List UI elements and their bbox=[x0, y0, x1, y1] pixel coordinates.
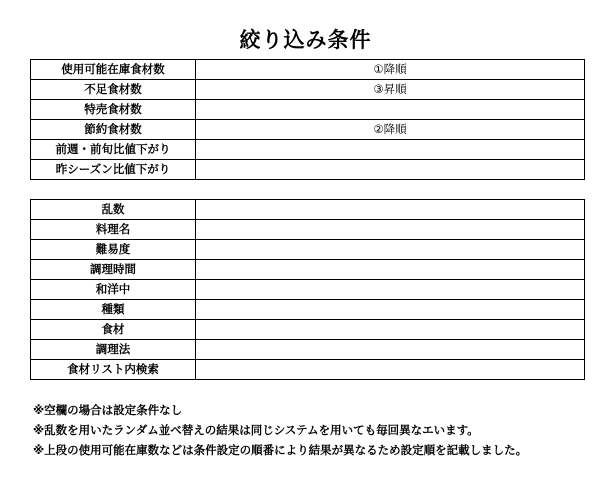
table-row bbox=[31, 200, 585, 220]
condition-value bbox=[196, 140, 585, 160]
table-row bbox=[31, 280, 585, 300]
condition-value bbox=[196, 240, 585, 260]
table-row bbox=[31, 80, 585, 100]
table-row bbox=[31, 240, 585, 260]
table-row bbox=[31, 360, 585, 380]
condition-value bbox=[196, 280, 585, 300]
condition-label: 特売食材数 bbox=[31, 100, 196, 120]
table-row bbox=[31, 340, 585, 360]
page-title: 絞り込み条件 bbox=[239, 28, 372, 52]
table-row bbox=[31, 260, 585, 280]
condition-value bbox=[196, 340, 585, 360]
table-row bbox=[31, 120, 585, 140]
condition-label: 難易度 bbox=[31, 240, 196, 260]
condition-label: 節約食材数 bbox=[31, 120, 196, 140]
table-row bbox=[31, 140, 585, 160]
condition-label: 調理時間 bbox=[31, 260, 196, 280]
condition-label: 種類 bbox=[31, 300, 196, 320]
condition-value bbox=[196, 100, 585, 120]
table-row bbox=[31, 160, 585, 180]
filter-conditions-table bbox=[30, 199, 585, 380]
table-row bbox=[31, 220, 585, 240]
condition-label: 昨シーズン比値下がり bbox=[31, 160, 196, 180]
condition-value: ②降順 bbox=[196, 120, 585, 140]
condition-value: ③昇順 bbox=[196, 80, 585, 100]
table-row bbox=[31, 300, 585, 320]
condition-label: 和洋中 bbox=[31, 280, 196, 300]
condition-value bbox=[196, 200, 585, 220]
condition-label: 食材リスト内検索 bbox=[31, 360, 196, 380]
note-sort-order: ※上段の使用可能在庫数などは条件設定の順番により結果が異なるため設定順を記載しました。 bbox=[33, 443, 528, 457]
notes bbox=[33, 400, 527, 460]
table-row bbox=[31, 60, 585, 80]
condition-label: 乱数 bbox=[31, 200, 196, 220]
condition-value bbox=[196, 360, 585, 380]
condition-label: 調理法 bbox=[31, 340, 196, 360]
condition-label: 食材 bbox=[31, 320, 196, 340]
note-empty-cells: ※空欄の場合は設定条件なし bbox=[33, 403, 183, 417]
condition-value: ①降順 bbox=[196, 60, 585, 80]
sort-conditions-table bbox=[30, 59, 585, 180]
table-row bbox=[31, 320, 585, 340]
condition-value bbox=[196, 320, 585, 340]
condition-value bbox=[196, 220, 585, 240]
table-row bbox=[31, 100, 585, 120]
condition-label: 料理名 bbox=[31, 220, 196, 240]
condition-label: 前週・前旬比値下がり bbox=[31, 140, 196, 160]
condition-label: 使用可能在庫食材数 bbox=[31, 60, 196, 80]
condition-value bbox=[196, 160, 585, 180]
condition-value bbox=[196, 300, 585, 320]
condition-label: 不足食材数 bbox=[31, 80, 196, 100]
note-random-sort: ※乱数を用いたランダム並べ替えの結果は同じシステムを用いても毎回異なエいます。 bbox=[33, 423, 479, 437]
condition-value bbox=[196, 260, 585, 280]
